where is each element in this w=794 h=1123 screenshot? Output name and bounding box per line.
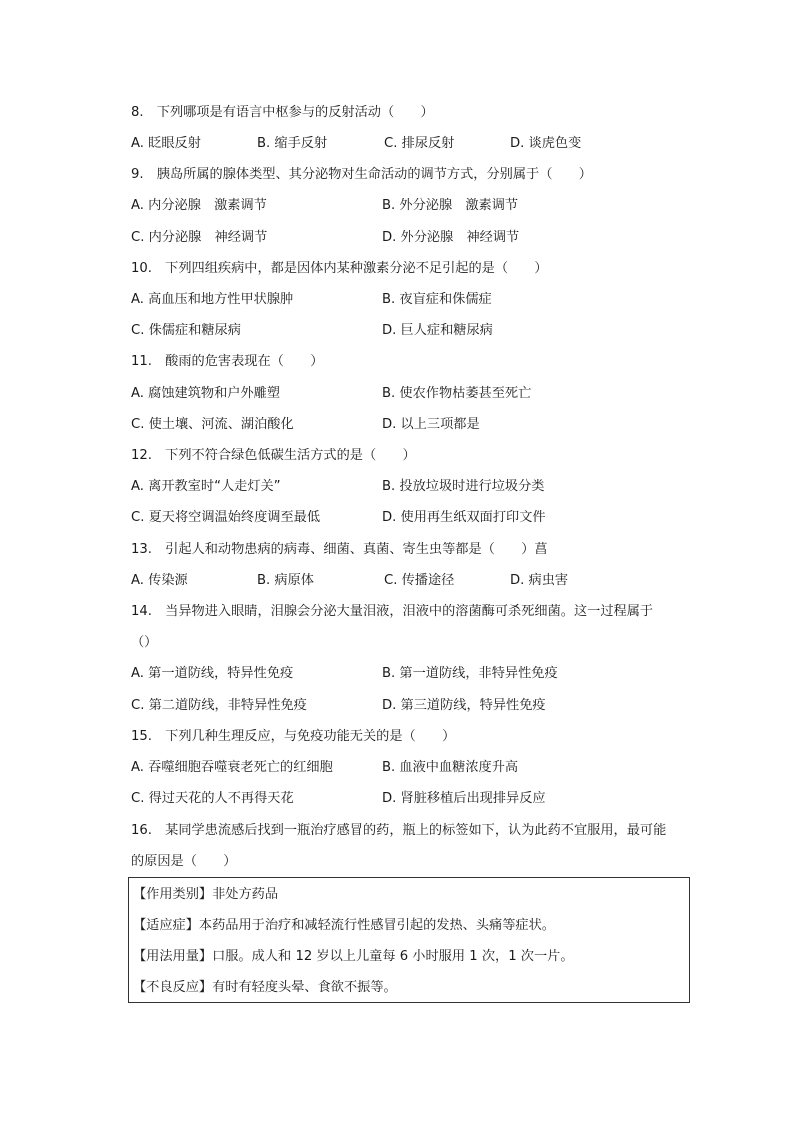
question-12-option-c: C. 夏天将空调温始终度调至最低: [131, 510, 321, 525]
question-13-option-c: C. 传播途径: [384, 573, 455, 588]
question-12-stem: 12. 下列不符合绿色低碳生活方式的是（ ）: [131, 448, 416, 463]
question-13-option-b: B. 病原体: [257, 573, 314, 588]
question-12-option-d: D. 使用再生纸双面打印文件: [382, 510, 546, 525]
question-15-option-a: A. 吞噬细胞吞噬衰老死亡的红细胞: [131, 760, 333, 775]
question-11-option-c: C. 使土壤、河流、湖泊酸化: [131, 417, 294, 432]
question-10-option-d: D. 巨人症和糖尿病: [382, 323, 493, 338]
question-11-stem: 11. 酸雨的危害表现在（ ）: [131, 354, 324, 369]
question-16-stem-cont: 的原因是（ ）: [131, 854, 237, 869]
question-9-option-b: B. 外分泌腺 激素调节: [382, 198, 519, 213]
question-12-option-b: B. 投放垃圾时进行垃圾分类: [382, 479, 545, 494]
question-11-option-d: D. 以上三项都是: [382, 417, 480, 432]
question-14-option-b: B. 第一道防线，非特异性免疫: [382, 666, 558, 681]
question-10-option-c: C. 侏儒症和糖尿病: [131, 323, 241, 338]
question-10-option-a: A. 高血压和地方性甲状腺肿: [131, 292, 294, 307]
question-9-option-d: D. 外分泌腺 神经调节: [382, 230, 520, 245]
question-13-option-a: A. 传染源: [131, 573, 188, 588]
question-14-option-c: C. 第二道防线，非特异性免疫: [131, 698, 307, 713]
question-15-option-b: B. 血液中血糖浓度升高: [382, 760, 519, 775]
question-15-stem: 15. 下列几种生理反应，与免疫功能无关的是（ ）: [131, 729, 456, 744]
question-15-option-d: D. 肾脏移植后出现排异反应: [382, 791, 546, 806]
question-14-option-d: D. 第三道防线，特异性免疫: [382, 698, 546, 713]
question-9-option-c: C. 内分泌腺 神经调节: [131, 230, 268, 245]
label-row-indication: 【适应症】本药品用于治疗和减轻流行性感冒引起的发热、头痛等症状。: [133, 918, 555, 933]
question-8-option-c: C. 排尿反射: [384, 136, 455, 151]
question-8-option-b: B. 缩手反射: [257, 136, 328, 151]
question-13-option-d: D. 病虫害: [510, 573, 569, 588]
question-9-stem: 9. 胰岛所属的腺体类型、其分泌物对生命活动的调节方式，分别属于（ ）: [131, 167, 592, 182]
question-16-stem: 16. 某同学患流感后找到一瓶治疗感冒的药，瓶上的标签如下，认为此药不宜服用，最可能: [131, 823, 667, 838]
question-8-stem: 8. 下列哪项是有语言中枢参与的反射活动（ ）: [131, 105, 434, 120]
question-10-stem: 10. 下列四组疾病中，都是因体内某种激素分泌不足引起的是（ ）: [131, 261, 548, 276]
question-13-stem: 13. 引起人和动物患病的病毒、细菌、真菌、寄生虫等都是（ ）菖: [131, 542, 548, 557]
question-12-option-a: A. 离开教室时“人走灯关”: [131, 479, 281, 494]
question-15-option-c: C. 得过天花的人不再得天花: [131, 791, 294, 806]
question-11-option-a: A. 腐蚀建筑物和户外雕塑: [131, 386, 281, 401]
question-8-option-a: A. 眨眼反射: [131, 136, 201, 151]
question-14-stem: 14. 当异物进入眼睛，泪腺会分泌大量泪液，泪液中的溶菌酶可杀死细菌。这一过程属于: [131, 604, 654, 619]
label-row-side-effects: 【不良反应】有时有轻度头晕、食欲不振等。: [133, 980, 397, 995]
question-11-option-b: B. 使农作物枯萎甚至死亡: [382, 386, 532, 401]
question-14-stem-cont: （）: [131, 635, 158, 650]
question-8-option-d: D. 谈虎色变: [510, 136, 582, 151]
question-9-option-a: A. 内分泌腺 激素调节: [131, 198, 267, 213]
medicine-label-box: [128, 877, 690, 1003]
question-10-option-b: B. 夜盲症和侏儒症: [382, 292, 492, 307]
label-row-category: 【作用类别】非处方药品: [133, 887, 279, 902]
label-row-dosage: 【用法用量】口服。成人和 12 岁以上儿童每 6 小时服用 1 次，1 次一片。: [133, 949, 574, 964]
question-14-option-a: A. 第一道防线，特异性免疫: [131, 666, 294, 681]
